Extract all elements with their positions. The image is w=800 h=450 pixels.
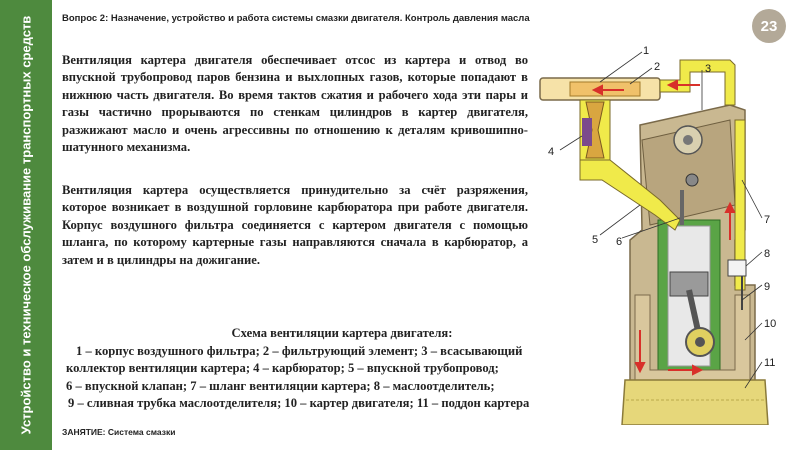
paragraph-ventilation-operation: Вентиляция картера осуществляется принудительно за счёт разряжения, которое возникает в воздушной горловине карбюратора при работе двигателя. Корпус воздушного фильтра соединяется с картером двигателя с помощью шланга, по которому картерные газы направляются сначала в карбюратор, а затем и в цилиндры на дожигание. <box>62 183 528 267</box>
paragraph-ventilation-purpose: Вентиляция картера двигателя обеспечивает отсос из картера и отвод во впускной трубопровод паров бензина и выхлопных газов, которые попадают в нижнюю часть двигателя. Во время тактов сжатия и рабочего хода эти пары и газы частично прорываются по стенкам цилиндров в картер двигателя, разжижают масло и очень агрессивны по отношению к деталям кривошипно-шатунного механизма. <box>62 53 528 155</box>
crankshaft-hub <box>695 337 705 347</box>
page-title: Вопрос 2: Назначение, устройство и работа системы смазки двигателя. Контроль давления масла <box>62 13 530 24</box>
callout-2: 2 <box>654 61 661 73</box>
sidebar-title: Устройство и техническое обслуживание транспортных средств <box>18 15 34 435</box>
crankcase-ventilation-diagram <box>530 40 800 425</box>
legend-line: 6 – впускной клапан; 7 – шланг вентиляции картера; 8 – маслоотделитель; <box>66 378 495 393</box>
callout-4: 4 <box>548 146 555 158</box>
callout-6: 6 <box>616 236 623 248</box>
callout-1: 1 <box>643 45 650 57</box>
callout-5: 5 <box>592 234 599 246</box>
slide-number-badge: 23 <box>752 9 786 43</box>
legend-line: коллектор вентиляции картера; 4 – карбюратор; 5 – впускной трубопровод; <box>66 361 499 376</box>
callout-7: 7 <box>764 214 771 226</box>
callout-9: 9 <box>764 281 771 293</box>
intake-valve <box>680 190 684 225</box>
carburetor-float <box>582 118 592 146</box>
diagram-svg <box>530 40 800 425</box>
leader-line <box>746 252 762 266</box>
legend-title: Схема вентиляции картера двигателя: <box>231 326 453 340</box>
camshaft-hub <box>683 135 693 145</box>
sidebar <box>0 0 52 450</box>
rocker-pivot <box>686 174 698 186</box>
callout-3: 3 <box>705 63 712 75</box>
legend-line: 1 – корпус воздушного фильтра; 2 – фильтрующий элемент; 3 – всасывающий <box>76 343 523 358</box>
callout-8: 8 <box>764 248 771 260</box>
leader-line <box>560 136 582 150</box>
footer-lesson: ЗАНЯТИЕ: Система смазки <box>62 427 176 437</box>
ventilation-hose <box>660 60 735 105</box>
oil-separator <box>728 260 746 276</box>
callout-11: 11 <box>764 357 776 369</box>
leader-line <box>600 205 640 235</box>
callout-10: 10 <box>764 318 777 330</box>
legend-line: 9 – сливная трубка маслоотделителя; 10 – картер двигателя; 11 – поддон картера <box>68 396 530 411</box>
